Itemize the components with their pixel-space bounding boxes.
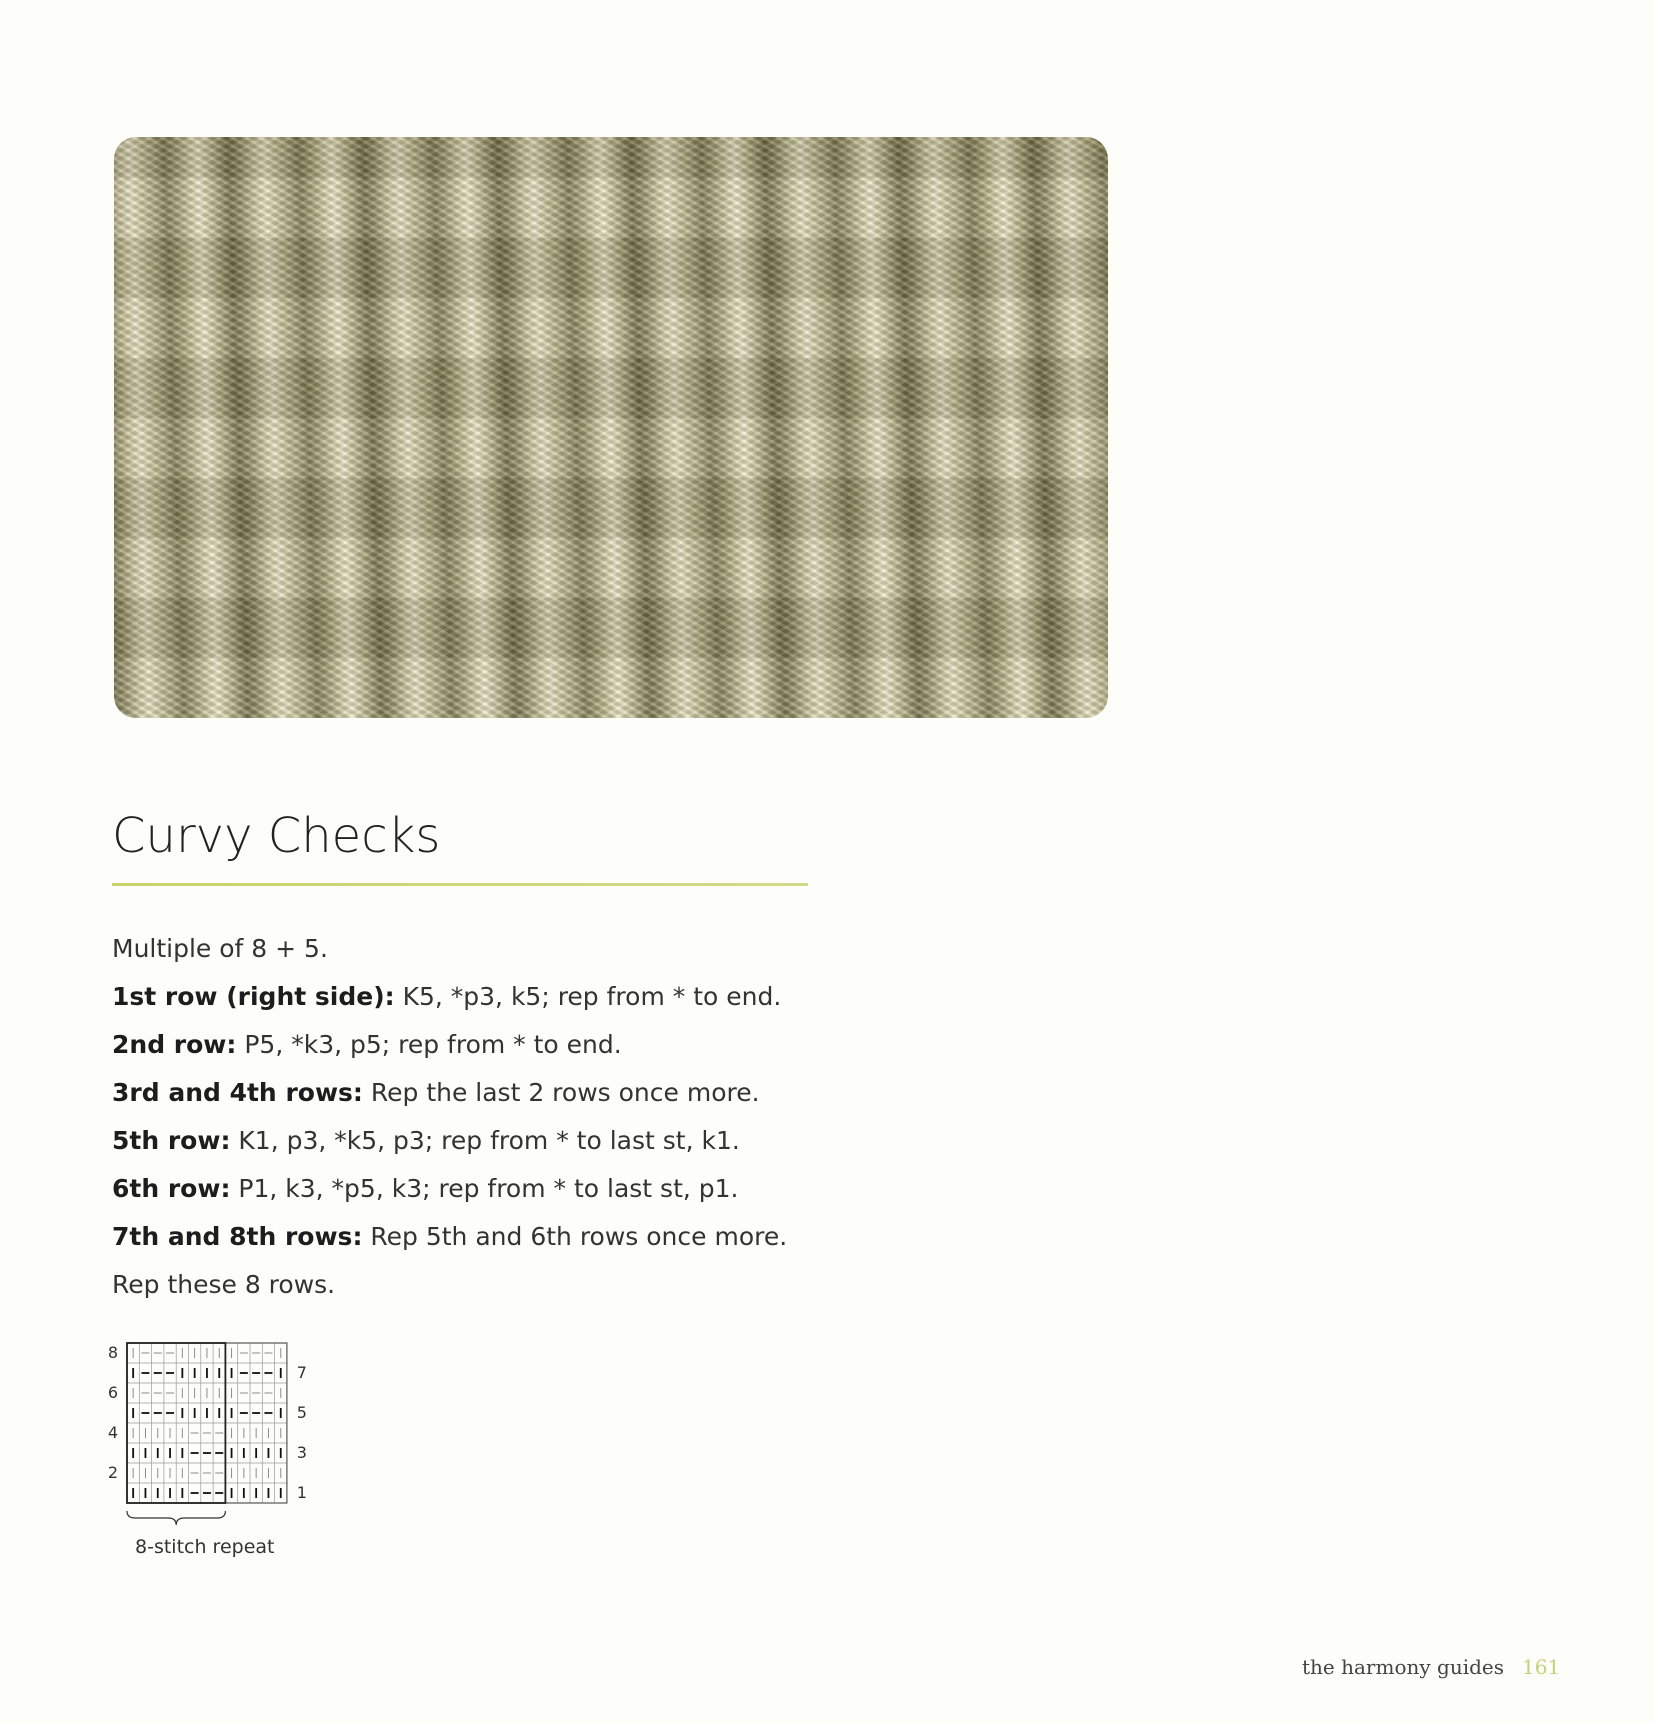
chart-row-number: 1: [296, 1483, 307, 1502]
chart-row-number: 3: [296, 1443, 307, 1462]
chart-row-number: 2: [107, 1463, 119, 1482]
instruction-row: 7th and 8th rows: Rep 5th and 6th rows once more.: [112, 1222, 788, 1251]
stitch-chart: [100, 1338, 420, 1568]
page-footer: [1302, 1655, 1560, 1679]
instruction-row: Rep these 8 rows.: [112, 1270, 336, 1299]
page-number: 161: [1522, 1655, 1561, 1679]
stitch-chart-svg: [100, 1338, 420, 1568]
chart-row-number: 6: [107, 1383, 119, 1402]
chart-row-number: 7: [296, 1363, 307, 1382]
chart-row-number: 5: [296, 1403, 307, 1422]
pattern-title: Curvy Checks: [112, 808, 441, 864]
title-rule: [112, 883, 808, 886]
instruction-row: 1st row (right side): K5, *p3, k5; rep from * to end.: [112, 982, 782, 1011]
instruction-row: 6th row: P1, k3, *p5, k3; rep from * to last st, p1.: [112, 1174, 739, 1203]
repeat-label: 8-stitch repeat: [135, 1536, 275, 1558]
instruction-row: Multiple of 8 + 5.: [112, 934, 328, 963]
instruction-row: 2nd row: P5, *k3, p5; rep from * to end.: [112, 1030, 622, 1059]
knitted-swatch-photo: [114, 137, 1108, 718]
instruction-row: 3rd and 4th rows: Rep the last 2 rows once more.: [112, 1078, 760, 1107]
repeat-brace: [127, 1511, 225, 1525]
chart-row-number: 8: [107, 1343, 119, 1362]
chart-row-number: 4: [107, 1423, 119, 1442]
footer-title: the harmony guides: [1302, 1655, 1505, 1679]
instructions: [112, 925, 912, 1309]
instruction-row: 5th row: K1, p3, *k5, p3; rep from * to last st, k1.: [112, 1126, 740, 1155]
